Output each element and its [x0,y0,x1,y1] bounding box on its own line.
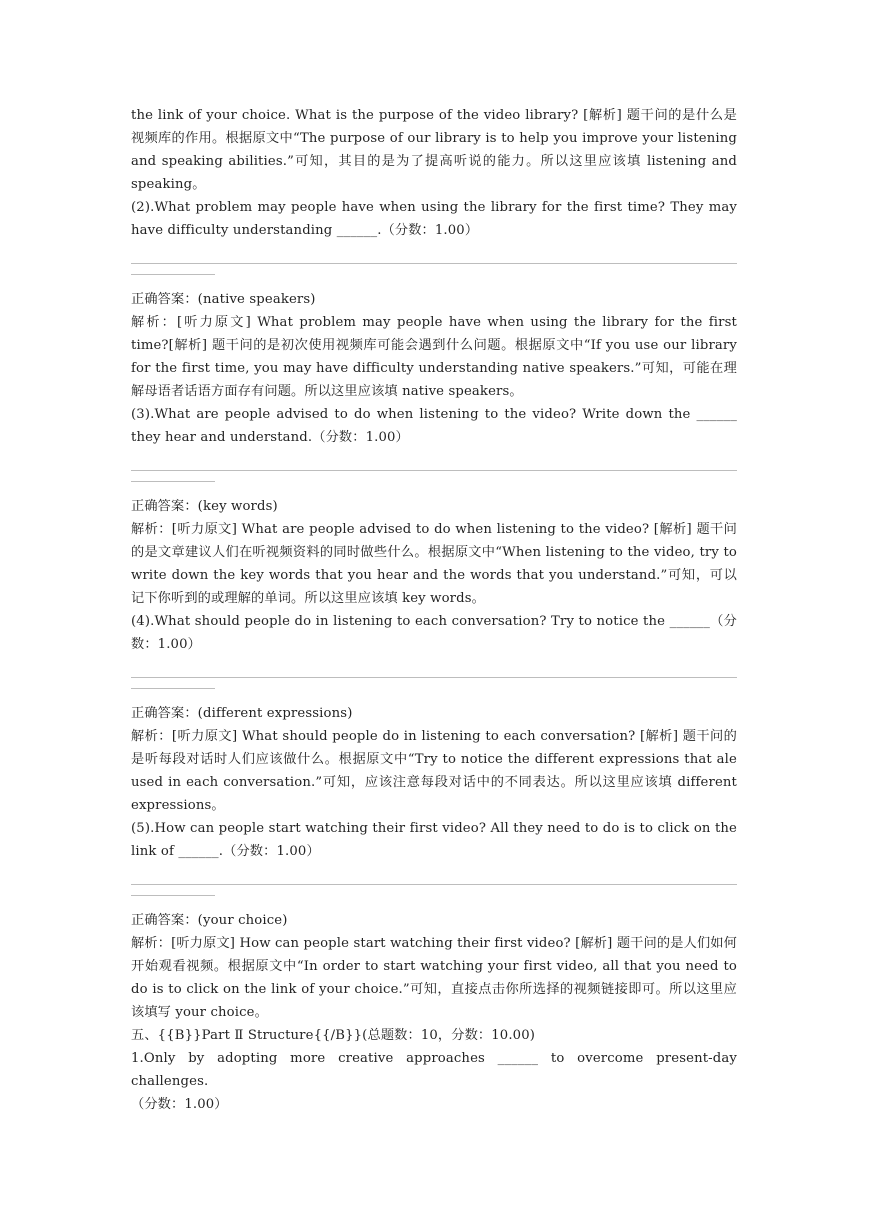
answer-3: 正确答案：(key words) [131,499,278,514]
answer-4: 正确答案：(different expressions) [131,706,353,721]
question-4: (4).What should people do in listening to each conversation? Try to notice the ______（分数：1.00） [131,614,737,652]
answer-blank-line-short [131,886,737,909]
question-5: (5).How can people start watching their first video? All they need to do is to click on the link of ______.（分数：1.00） [131,821,737,859]
structure-question-1: 1.Only by adopting more creative approaches ______ to overcome present-day challenges. [131,1051,737,1089]
question-2: (2).What problem may people have when using the library for the first time? They may have difficulty understanding ______.（分数：1.00） [131,200,737,238]
structure-question-1-score: （分数：1.00） [131,1097,228,1112]
answer-blank-line [131,242,737,265]
answer-blank-line [131,863,737,886]
answer-blank-line-short [131,265,737,288]
answer-blank-line-short [131,679,737,702]
intro-explanation: the link of your choice. What is the purpose of the video library? [解析] 题干问的是什么是视频库的作用。根据原文中“The purpose of our library is to help you improve your listening and speaking abilities.”可知，其目的是为了提高听说的能力。所以这里应该填 listening and speaking。 [131,108,737,192]
answer-blank-line [131,656,737,679]
explanation-2: 解析：[听力原文] What problem may people have when using the library for the first time?[解析] 题干问的是初次使用视频库可能会遇到什么问题。根据原文中“If you use our library for the first time, you may have difficulty understanding native speakers.”可知，可能在理解母语者话语方面存有问题。所以这里应该填 native speakers。 [131,315,737,399]
explanation-4: 解析：[听力原文] What should people do in listening to each conversation? [解析] 题干问的是听每段对话时人们应该做什么。根据原文中“Try to notice the different expressions that ale used in each conversation.”可知，应该注意每段对话中的不同表达。所以这里应该填 different expressions。 [131,729,737,813]
answer-blank-line-short [131,472,737,495]
explanation-3: 解析：[听力原文] What are people advised to do when listening to the video? [解析] 题干问的是文章建议人们在听视频资料的同时做些什么。根据原文中“When listening to the video, try to write down the key words that you hear and the words that you understand.”可知，可以记下你听到的或理解的单词。所以这里应该填 key words。 [131,522,737,606]
question-3: (3).What are people advised to do when listening to the video? Write down the ______ they hear and understand.（分数：1.00） [131,407,737,445]
explanation-5: 解析：[听力原文] How can people start watching their first video? [解析] 题干问的是人们如何开始观看视频。根据原文中“In order to start watching your first video, all that you need to do is to click on the link of your choice.”可知，直接点击你所选择的视频链接即可。所以这里应该填写 your choice。 [131,936,737,1020]
section-heading: 五、{{B}}Part Ⅱ Structure{{/B}}(总题数：10，分数：10.00) [131,1028,536,1043]
document-page [131,104,737,1116]
answer-blank-line [131,449,737,472]
answer-5: 正确答案：(your choice) [131,913,288,928]
answer-2: 正确答案：(native speakers) [131,292,316,307]
